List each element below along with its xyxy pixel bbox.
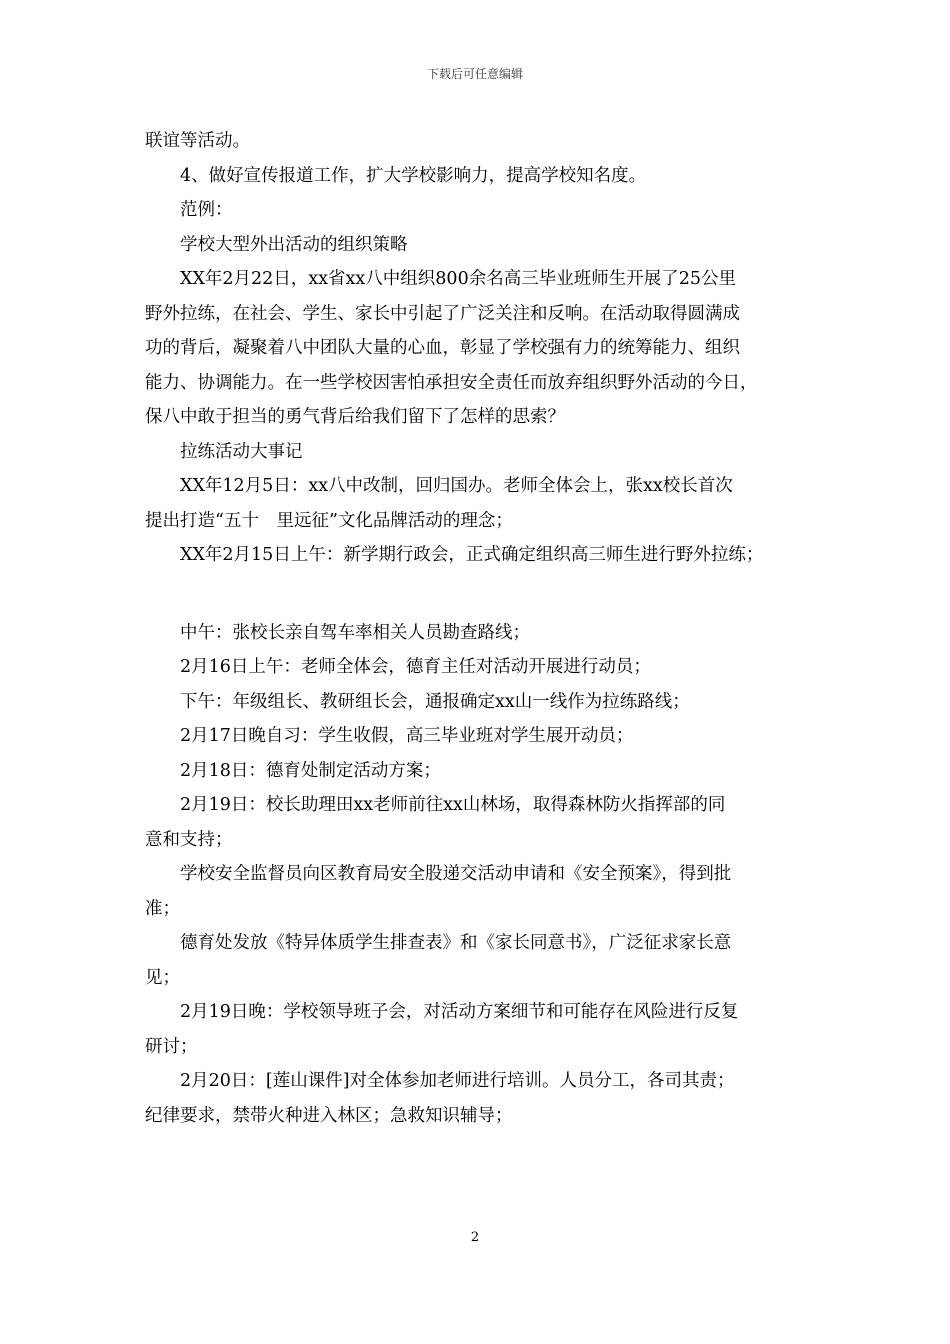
page-header: 下载后可任意编辑 — [426, 67, 523, 81]
text-line: 联谊等活动。 — [145, 131, 250, 151]
text-line: XX年2月22日，xx省xx八中组织800余名高三毕业班师生开展了25公里 — [180, 269, 736, 289]
text-line: 2月19日晚：学校领导班子会，对活动方案细节和可能存在风险进行反复 — [180, 1002, 739, 1022]
text-line: 纪律要求，禁带火种进入林区；急救知识辅导； — [145, 1105, 513, 1126]
paragraph-spacer — [145, 577, 825, 620]
text-line: 2月17日晚自习：学生收假，高三毕业班对学生展开动员； — [180, 726, 634, 746]
page-number: 2 — [470, 1230, 480, 1245]
text-line: 2月16日上午：老师全体会，德育主任对活动开展进行动员； — [180, 657, 651, 677]
text-line: 2月18日：德育处制定活动方案； — [180, 760, 441, 781]
text-line: 学校大型外出活动的组织策略 — [180, 234, 408, 255]
text-line: 中午：张校长亲自驾车率相关人员勘查路线； — [180, 622, 530, 643]
text-line: XX年2月15日上午：新学期行政会，正式确定组织高三师生进行野外拉练； — [180, 545, 764, 565]
text-line: 2月20日：[莲山课件]对全体参加老师进行培训。人员分工，各司其责； — [180, 1071, 735, 1091]
text-line: 见； — [145, 967, 180, 988]
text-line: 研讨； — [145, 1036, 198, 1057]
document-body — [145, 128, 825, 1137]
text-line: 保八中敢于担当的勇气背后给我们留下了怎样的思索？ — [145, 407, 565, 427]
text-line: 野外拉练，在社会、学生、家长中引起了广泛关注和反响。在活动取得圆满成 — [145, 303, 740, 324]
text-line: 拉练活动大事记 — [180, 441, 303, 462]
text-line: XX年12月5日：xx八中改制，回归国办。老师全体会上，张xx校长首次 — [180, 476, 733, 496]
text-line: 能力、协调能力。在一些学校因害怕承担安全责任而放弃组织野外活动的今日， — [145, 372, 758, 393]
text-line: 学校安全监督员向区教育局安全股递交活动申请和《安全预案》，得到批 — [180, 864, 732, 884]
text-line: 功的背后，凝聚着八中团队大量的心血，彰显了学校强有力的统筹能力、组织 — [145, 338, 740, 358]
text-line: 提出打造“五十 里远征”文化品牌活动的理念； — [145, 510, 513, 531]
text-line: 德育处发放《特异体质学生排查表》和《家长同意书》，广泛征求家长意 — [180, 933, 732, 953]
text-line: 范例： — [180, 200, 233, 220]
text-line: 准； — [145, 898, 180, 919]
text-line: 下午：年级组长、教研组长会，通报确定xx山一线作为拉练路线； — [180, 691, 690, 712]
text-line: 2月19日：校长助理田xx老师前往xx山林场，取得森林防火指挥部的同 — [180, 795, 726, 815]
text-line: 4、做好宣传报道工作，扩大学校影响力，提高学校知名度。 — [180, 165, 647, 186]
text-line: 意和支持； — [145, 829, 233, 850]
